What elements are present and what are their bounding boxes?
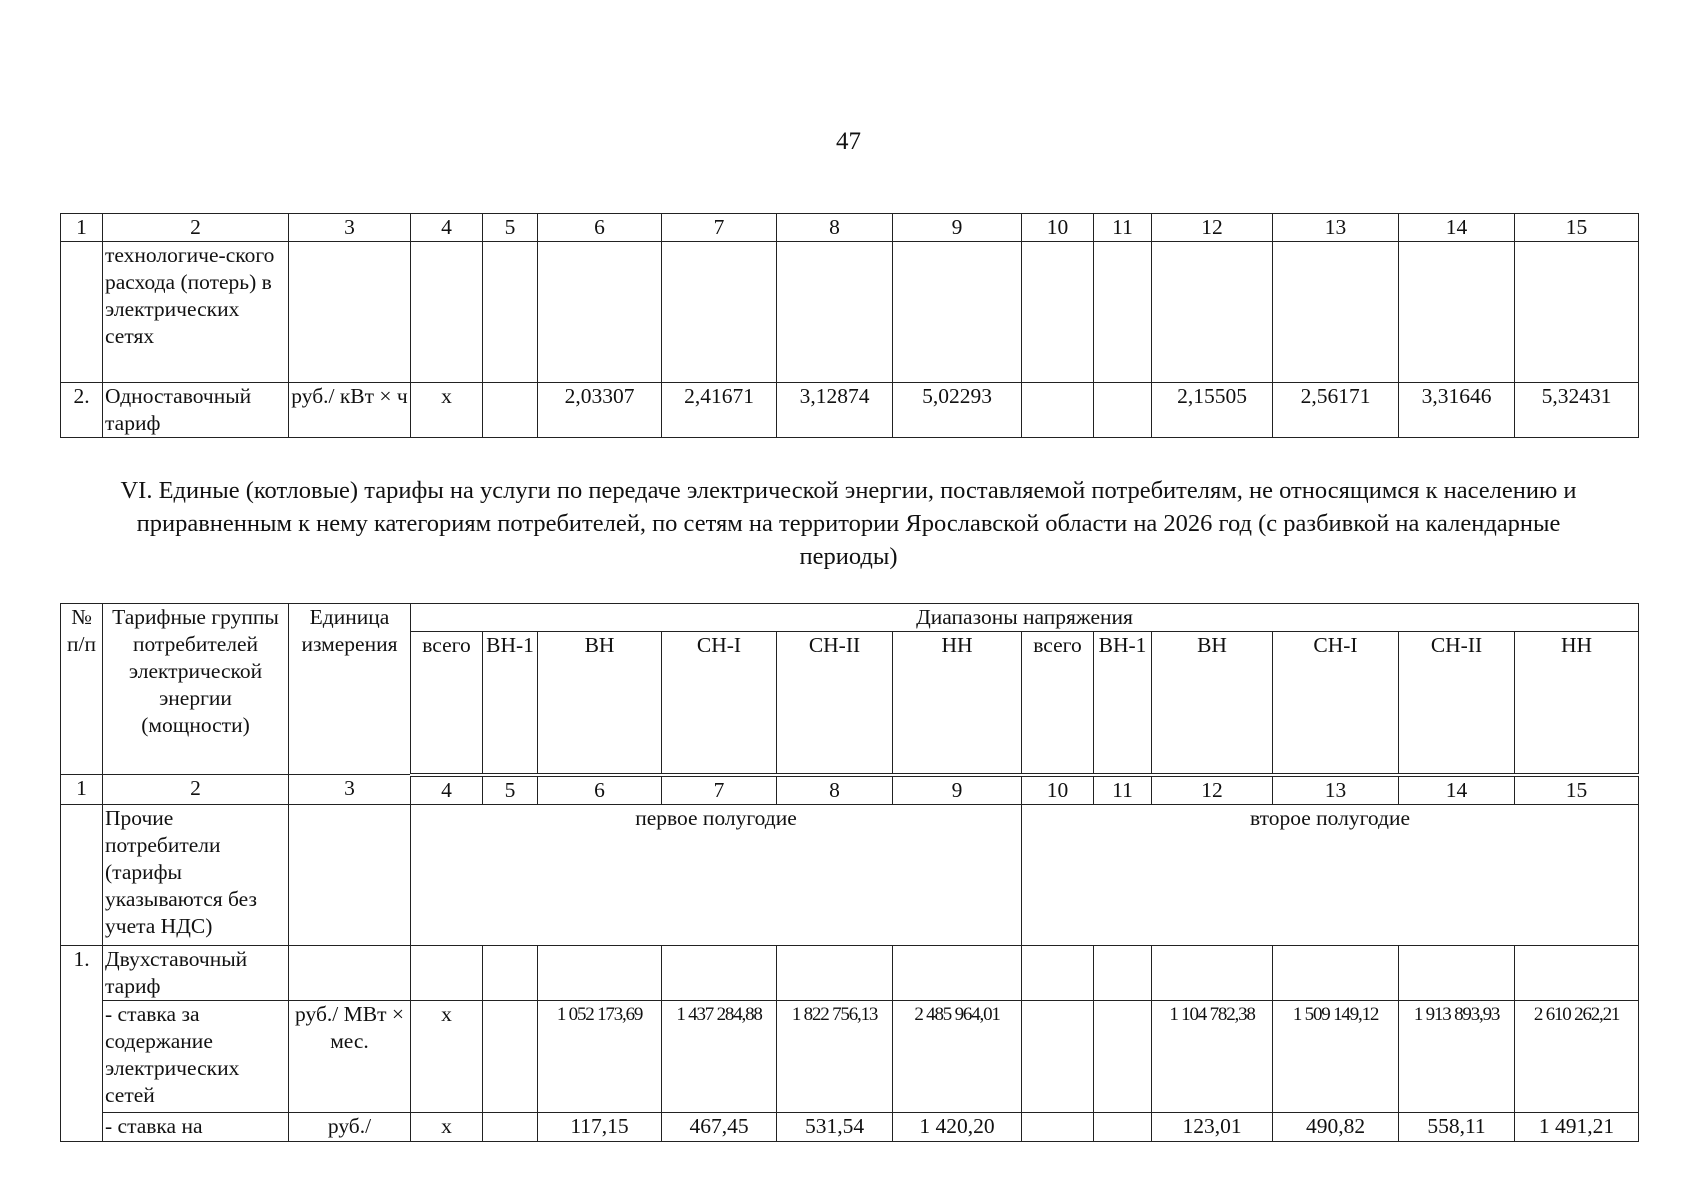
- total-cell: х: [411, 1000, 483, 1112]
- column-number-row: [61, 775, 1639, 805]
- header-voltage: ВН: [538, 632, 662, 775]
- page-number: 47: [836, 128, 861, 155]
- table-row: [61, 383, 1639, 438]
- col-num: 15: [1515, 214, 1639, 242]
- column-number-row: [61, 214, 1639, 242]
- tariff-group-cell: - ставка за содержание электрических сетей: [103, 1000, 289, 1112]
- header-voltage: НН: [1515, 632, 1639, 775]
- table-row: [61, 1112, 1639, 1141]
- value-cell: 558,11: [1399, 1112, 1515, 1141]
- col-num: 14: [1399, 214, 1515, 242]
- col-num: 12: [1152, 775, 1273, 805]
- col-num: 14: [1399, 775, 1515, 805]
- value-cell: 123,01: [1152, 1112, 1273, 1141]
- value-cell: 3,12874: [777, 383, 893, 438]
- period-first-half: первое полугодие: [411, 804, 1022, 945]
- col-num: 9: [893, 214, 1022, 242]
- header-voltage: ВН-1: [1094, 632, 1152, 775]
- col-num: 6: [538, 214, 662, 242]
- tariff-group-cell: - ставка на: [103, 1112, 289, 1141]
- header-num: № п/п: [61, 604, 103, 775]
- col-num: 3: [289, 214, 411, 242]
- row-number: 1.: [61, 945, 103, 1141]
- col-num: 11: [1094, 214, 1152, 242]
- value-cell: 2,15505: [1152, 383, 1273, 438]
- total-cell: х: [411, 383, 483, 438]
- value-cell: 2 610 262,21: [1515, 1000, 1639, 1112]
- col-num: 12: [1152, 214, 1273, 242]
- col-num: 3: [289, 775, 411, 805]
- col-num: 10: [1022, 775, 1094, 805]
- value-cell: 2,56171: [1273, 383, 1399, 438]
- header-voltage-ranges: Диапазоны напряжения: [411, 604, 1639, 632]
- value-cell: 531,54: [777, 1112, 893, 1141]
- col-num: 5: [483, 214, 538, 242]
- header-tariff-group: Тарифные группы потребителей электрической энергии (мощности): [103, 604, 289, 775]
- value-cell: 1 104 782,38: [1152, 1000, 1273, 1112]
- col-num: 2: [103, 775, 289, 805]
- value-cell: 1 491,21: [1515, 1112, 1639, 1141]
- table-row: [61, 242, 1639, 383]
- col-num: 6: [538, 775, 662, 805]
- col-num: 9: [893, 775, 1022, 805]
- value-cell: 1 822 756,13: [777, 1000, 893, 1112]
- col-num: 1: [61, 775, 103, 805]
- col-num: 4: [411, 775, 483, 805]
- header-voltage: ВН: [1152, 632, 1273, 775]
- value-cell: 1 437 284,88: [662, 1000, 777, 1112]
- header-voltage: всего: [1022, 632, 1094, 775]
- unit-cell: руб./ МВт × мес.: [289, 1000, 411, 1112]
- table-row: [61, 804, 1639, 945]
- tariff-group-cell: Двухставочный тариф: [103, 945, 289, 1000]
- value-cell: 117,15: [538, 1112, 662, 1141]
- value-cell: 2,03307: [538, 383, 662, 438]
- col-num: 4: [411, 214, 483, 242]
- value-cell: 5,02293: [893, 383, 1022, 438]
- header-unit: Единица измерения: [289, 604, 411, 775]
- table-row: [61, 945, 1639, 1000]
- period-second-half: второе полугодие: [1022, 804, 1639, 945]
- col-num: 13: [1273, 775, 1399, 805]
- section-title: VI. Единые (котловые) тарифы на услуги по передаче электрической энергии, поставляемой потребителям, не относящимся к населению и приравненным к нему категориям потребителей, по сетям на территории Ярославской области на 2026 год (с разбивкой на календарные периоды): [120, 477, 1577, 570]
- value-cell: 467,45: [662, 1112, 777, 1141]
- value-cell: 1 509 149,12: [1273, 1000, 1399, 1112]
- col-num: 13: [1273, 214, 1399, 242]
- tariff-table: [60, 603, 1639, 1142]
- value-cell: 1 052 173,69: [538, 1000, 662, 1112]
- value-cell: 3,31646: [1399, 383, 1515, 438]
- row-number: 2.: [61, 383, 103, 438]
- total-cell: х: [411, 1112, 483, 1141]
- header-voltage: всего: [411, 632, 483, 775]
- header-voltage: СН-II: [1399, 632, 1515, 775]
- header-voltage: СН-I: [662, 632, 777, 775]
- unit-cell: руб./ кВт × ч: [289, 383, 411, 438]
- header-voltage: НН: [893, 632, 1022, 775]
- value-cell: 1 913 893,93: [1399, 1000, 1515, 1112]
- col-num: 11: [1094, 775, 1152, 805]
- value-cell: 2 485 964,01: [893, 1000, 1022, 1112]
- col-num: 7: [662, 214, 777, 242]
- col-num: 2: [103, 214, 289, 242]
- col-num: 10: [1022, 214, 1094, 242]
- col-num: 7: [662, 775, 777, 805]
- header-voltage: СН-II: [777, 632, 893, 775]
- tariff-group-cell: Прочие потребители (тарифы указываются без учета НДС): [103, 804, 289, 945]
- value-cell: 1 420,20: [893, 1112, 1022, 1141]
- col-num: 1: [61, 214, 103, 242]
- unit-cell: руб./: [289, 1112, 411, 1141]
- tariff-group-cell: технологиче-ского расхода (потерь) в электрических сетях: [103, 242, 289, 383]
- col-num: 5: [483, 775, 538, 805]
- table-row: [61, 1000, 1639, 1112]
- col-num: 15: [1515, 775, 1639, 805]
- tariff-table-continued: [60, 213, 1639, 438]
- header-voltage: СН-I: [1273, 632, 1399, 775]
- header-row: [61, 604, 1639, 632]
- value-cell: 2,41671: [662, 383, 777, 438]
- header-voltage: ВН-1: [483, 632, 538, 775]
- value-cell: 5,32431: [1515, 383, 1639, 438]
- tariff-group-cell: Одноставочный тариф: [103, 383, 289, 438]
- col-num: 8: [777, 775, 893, 805]
- value-cell: 490,82: [1273, 1112, 1399, 1141]
- col-num: 8: [777, 214, 893, 242]
